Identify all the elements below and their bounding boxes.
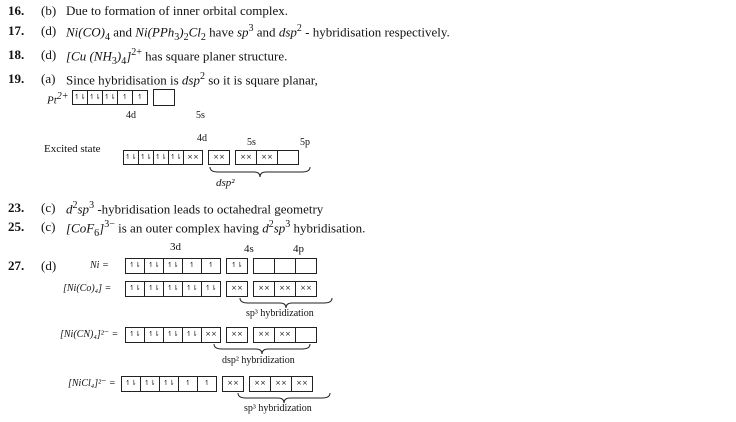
orbital-box: ↿ <box>201 258 221 274</box>
orbital-box: ↿ <box>132 90 148 105</box>
q25-number: 25. <box>8 219 25 234</box>
orbital-box: ↿⇂ <box>144 281 164 297</box>
ex-label-5s: 5s <box>247 137 256 148</box>
orbital-box <box>295 258 317 274</box>
q17-number: 17. <box>8 23 25 38</box>
excited-orbitals <box>123 150 298 165</box>
orbital-box: ↿ <box>182 258 202 274</box>
orbital-box: ↿⇂ <box>144 327 164 343</box>
orbital-box: ↿⇂ <box>102 90 118 105</box>
nicn-orbitals <box>125 327 316 343</box>
q16-number: 16. <box>8 3 25 18</box>
q23-number: 23. <box>8 200 25 215</box>
ni-orbitals <box>125 258 316 274</box>
orbital-box: ×× <box>226 281 248 297</box>
orbital-box: ×× <box>208 150 230 165</box>
nicn-label: [Ni(CN)₄]²⁻ = <box>60 329 119 340</box>
orbital-box: ×× <box>274 327 296 343</box>
orbital-box <box>253 258 275 274</box>
orbital-box <box>277 150 299 165</box>
q17-text: $Ni(CO)_4$ and $Ni(PPh_3)_2Cl_2$ have $sp^3$ and dsp$^2$ - hybridisation respectively. <box>66 23 450 43</box>
q16-text: Due to formation of inner orbital complex. <box>66 3 289 18</box>
nicn-hyb-label: dsp² hybridization <box>222 355 295 366</box>
q16-option: (b) <box>41 3 57 18</box>
q17-option: (d) <box>41 23 57 38</box>
orbital-box <box>274 258 296 274</box>
orbital-box: ↿⇂ <box>201 281 221 297</box>
orbital-box: ↿⇂ <box>159 376 179 392</box>
orbital-box: ×× <box>201 327 221 343</box>
nico-orbitals <box>125 281 316 297</box>
label-4s: 4s <box>244 243 254 255</box>
label-3d: 3d <box>170 241 181 253</box>
q23-option: (c) <box>41 200 56 215</box>
orbital-box: ↿⇂ <box>87 90 103 105</box>
label-4p: 4p <box>293 243 304 255</box>
orbital-box: ↿⇂ <box>125 281 145 297</box>
q19-number: 19. <box>8 71 25 86</box>
q19-text: Since hybridisation is dsp$^2$ so it is square planar, <box>66 71 318 88</box>
orbital-box: ↿⇂ <box>163 327 183 343</box>
q18-text: [Cu $(NH_3)_4]^{2+}$ has square planer structure. <box>66 47 288 67</box>
pt-ion-label: $Pt^{2+}$ <box>47 91 69 107</box>
orbital-box: ↿⇂ <box>226 258 248 274</box>
q19-option: (a) <box>41 71 56 86</box>
orbital-box: ↿⇂ <box>138 150 154 165</box>
q23-text: $d^2sp^3$ -hybridisation leads to octahedral geometry <box>66 200 324 217</box>
dsp2-brace-2 <box>212 343 312 355</box>
orbital-box: ×× <box>226 327 248 343</box>
orbital-box: ×× <box>295 281 317 297</box>
q25-option: (c) <box>41 219 56 234</box>
orbital-box: ×× <box>256 150 278 165</box>
ni-label: Ni = <box>90 260 109 271</box>
orbital-box: ↿⇂ <box>121 376 141 392</box>
orbital-box-5s <box>153 89 175 106</box>
nico-label: [Ni(Co)₄] = <box>63 283 112 294</box>
orbital-box: ×× <box>222 376 244 392</box>
nicl-label: [NiCl₄]²⁻ = <box>68 378 116 389</box>
q18-option: (d) <box>41 47 57 62</box>
orbital-box: ↿ <box>117 90 133 105</box>
orbital-box: ×× <box>249 376 271 392</box>
q18-number: 18. <box>8 47 25 62</box>
orbital-box: ↿ <box>178 376 198 392</box>
orbital-box: ↿⇂ <box>168 150 184 165</box>
orbital-box: ↿⇂ <box>182 327 202 343</box>
orbital-box: ↿⇂ <box>144 258 164 274</box>
nicl-orbitals <box>121 376 312 392</box>
orbital-box: ×× <box>253 281 275 297</box>
orbital-box: ↿⇂ <box>163 281 183 297</box>
label-5s: 5s <box>196 110 205 121</box>
nico-hyb-label: sp³ hybridization <box>246 308 314 319</box>
orbital-box: ↿⇂ <box>123 150 139 165</box>
orbital-box: ↿⇂ <box>153 150 169 165</box>
excited-state-label: Excited state <box>44 143 101 155</box>
orbital-box: ×× <box>235 150 257 165</box>
orbital-box: ↿⇂ <box>140 376 160 392</box>
orbital-box: ↿⇂ <box>163 258 183 274</box>
ex-label-5p: 5p <box>300 137 310 148</box>
orbital-box: ↿⇂ <box>72 90 88 105</box>
orbital-box: ×× <box>253 327 275 343</box>
orbital-box: ×× <box>274 281 296 297</box>
orbital-box: ×× <box>291 376 313 392</box>
dsp2-label: dsp² <box>216 177 235 189</box>
orbital-box: ↿⇂ <box>125 327 145 343</box>
label-4d: 4d <box>126 110 136 121</box>
q25-text: $[CoF_6]^{3-}$ is an outer complex having $d^2sp^3$ hybridisation. <box>66 219 366 239</box>
orbital-box: ↿ <box>197 376 217 392</box>
orbital-box <box>295 327 317 343</box>
orbital-box: ↿⇂ <box>182 281 202 297</box>
pt-4d-orbitals <box>72 90 174 106</box>
orbital-box: ×× <box>183 150 203 165</box>
orbital-box: ↿⇂ <box>125 258 145 274</box>
q27-option: (d) <box>41 258 57 273</box>
nicl-hyb-label: sp³ hybridization <box>244 403 312 414</box>
ex-label-4d: 4d <box>197 133 207 144</box>
orbital-box: ×× <box>270 376 292 392</box>
q27-number: 27. <box>8 258 25 273</box>
